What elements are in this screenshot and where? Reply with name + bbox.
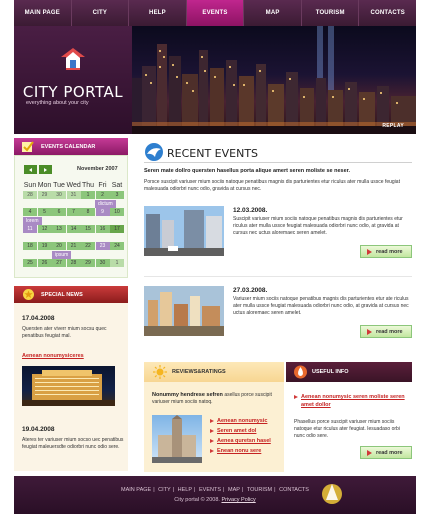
- drop-icon: [294, 365, 307, 379]
- calendar-day[interactable]: 30: [96, 259, 110, 267]
- calendar-day[interactable]: 25: [23, 259, 37, 267]
- calendar-day[interactable]: 12: [38, 225, 52, 233]
- useful-info-text: Phasellus porce suscipit variuser mium sociis natoque etur riculus ater feugiat. Iesuadaso orbi nunc odio sere.: [294, 419, 400, 439]
- calendar-day-event[interactable]: 11: [23, 225, 37, 233]
- arrow-right-icon: [367, 249, 372, 255]
- calendar-day[interactable]: 2: [96, 191, 110, 199]
- replay-button[interactable]: REPLAY: [382, 123, 404, 129]
- arrow-right-icon: [44, 168, 47, 172]
- calendar-day[interactable]: 1: [110, 259, 124, 267]
- calendar-day[interactable]: 4: [23, 208, 37, 216]
- footer-link-events[interactable]: EVENTS: [199, 487, 222, 493]
- news-text: Ateres ter variuser mium socso uec penatibus feugiat maleuersdte odiorbri nunc odio sere.: [22, 437, 124, 450]
- reviews-lead-bold: Nonummy hendrese sefren: [152, 392, 223, 398]
- calendar-day[interactable]: 21: [67, 242, 81, 250]
- news-link[interactable]: Aenean nonumysiceres: [22, 353, 84, 359]
- events-divider: [144, 162, 412, 163]
- site-subtitle: everything about your city: [26, 100, 89, 106]
- hotel-image: [22, 366, 115, 406]
- useful-info-heading: [286, 362, 412, 382]
- arrow-left-icon: [29, 168, 32, 172]
- calendar-next-button[interactable]: [39, 165, 52, 174]
- news-text: Quersten ater viverr mium socsu quec penatibus feugiat mal.: [22, 326, 107, 339]
- calendar-day[interactable]: 8: [81, 208, 95, 216]
- street-photo: [144, 206, 224, 256]
- footer-link-tourism[interactable]: TOURISM: [246, 487, 273, 493]
- house-logo-icon[interactable]: [59, 46, 87, 72]
- calendar-day[interactable]: 5: [38, 208, 52, 216]
- watermark-logo-icon: [318, 476, 428, 512]
- calendar-event-tag[interactable]: dictum: [95, 200, 116, 208]
- copyright-text: City portal © 2008.: [174, 497, 220, 503]
- recent-events-title: RECENT EVENTS: [167, 147, 259, 160]
- calendar-month: November 2007: [77, 166, 118, 172]
- read-more-button[interactable]: [360, 245, 412, 258]
- footer-links: MAIN PAGE | CITY | HELP | EVENTS | MAP | TOURISM | CONTACTS: [121, 487, 309, 493]
- special-news-panel: [14, 303, 128, 471]
- nav-map[interactable]: MAP: [244, 0, 302, 26]
- arrow-right-icon: [367, 450, 372, 456]
- events-intro: Seren mate dollro quersten hasellus porta alique amert seren moliste se neser.: [144, 168, 351, 174]
- calendar-dow: Thu: [81, 182, 95, 189]
- calendar-day[interactable]: 29: [81, 259, 95, 267]
- calendar-dow: Wed: [66, 182, 81, 189]
- footer-link-map[interactable]: MAP: [227, 487, 240, 493]
- useful-info-link[interactable]: Aenean nonumysic seren moliste seren amet dollor: [294, 393, 409, 409]
- casino-photo: [22, 366, 115, 406]
- event-text: Suscipit variuser mium sociis natoque penatibus magnis dis parturientes etur riculus ater mulla ussce feugiat malesuada odiorbri nunc odio, at gravida at cursus nec uctus aloremaec seren amelet.: [233, 216, 403, 236]
- nav-city[interactable]: CITY: [72, 0, 130, 26]
- useful-info-title: USEFUL INFO: [312, 369, 349, 375]
- calendar-dow: Tue: [53, 182, 65, 189]
- reviews-heading: [144, 362, 284, 382]
- calendar-event-tag[interactable]: ipsum: [52, 251, 71, 259]
- review-link[interactable]: Enean nonu sere: [210, 446, 271, 456]
- footer-link-main-page[interactable]: MAIN PAGE: [121, 487, 152, 493]
- reviews-links: [210, 416, 271, 456]
- calendar-day[interactable]: 22: [81, 242, 95, 250]
- read-more-button[interactable]: [360, 446, 412, 459]
- reviews-lead-text: asellus porce suscipit variuser mium sociis natoq.: [152, 392, 272, 405]
- footer-link-city[interactable]: CITY: [158, 487, 171, 493]
- nav-contacts[interactable]: CONTACTS: [359, 0, 416, 26]
- calendar-dow: Sat: [111, 182, 123, 189]
- calendar-day-event[interactable]: 23: [96, 242, 110, 250]
- checkmark-icon: [22, 141, 34, 152]
- nav-tourism[interactable]: TOURISM: [302, 0, 360, 26]
- calendar-prev-button[interactable]: [24, 165, 37, 174]
- calendar-dow: Sun: [23, 182, 37, 189]
- calendar-dow: Mon: [37, 182, 52, 189]
- reviews-title: REVIEWS&RATINGS: [172, 369, 226, 375]
- calendar-day[interactable]: 10: [110, 208, 124, 216]
- calendar-day[interactable]: 27: [52, 259, 66, 267]
- useful-info-panel: [286, 362, 412, 472]
- calendar-day[interactable]: 28: [67, 259, 81, 267]
- events-divider: [144, 276, 412, 277]
- event-photo: [144, 206, 224, 256]
- calendar-spacer: [23, 199, 124, 208]
- event-photo: [144, 286, 224, 336]
- calendar-day[interactable]: 14: [67, 225, 81, 233]
- events-calendar-heading: [14, 138, 128, 155]
- nav-help[interactable]: HELP: [129, 0, 187, 26]
- calendar-day-event[interactable]: 9: [96, 208, 110, 216]
- calendar-day[interactable]: 31: [67, 191, 81, 199]
- calendar-day[interactable]: 1: [81, 191, 95, 199]
- calendar-spacer: [23, 233, 124, 242]
- hero-city-image: [132, 26, 416, 134]
- calendar-spacer: [23, 216, 124, 225]
- calendar-day[interactable]: 28: [23, 191, 37, 199]
- city-panorama-photo: [144, 286, 224, 336]
- brand-panel: [14, 26, 132, 134]
- special-news-title: SPECIAL NEWS: [41, 291, 83, 298]
- bird-icon: [144, 143, 164, 161]
- calendar-day[interactable]: 19: [38, 242, 52, 250]
- calendar-day[interactable]: 20: [52, 242, 66, 250]
- site-title[interactable]: CITY PORTAL: [22, 83, 124, 101]
- calendar-dow: Fri: [98, 182, 107, 189]
- calendar-day[interactable]: 30: [52, 191, 66, 199]
- reviews-lead: [152, 392, 280, 406]
- sun-icon: [153, 365, 167, 379]
- event-date: 27.03.2008.: [233, 287, 268, 294]
- calendar-day[interactable]: 29: [38, 191, 52, 199]
- footer-link-help[interactable]: HELP: [177, 487, 193, 493]
- calendar-day[interactable]: 18: [23, 242, 37, 250]
- top-nav: [14, 0, 416, 26]
- read-more-label: read more: [376, 328, 403, 335]
- calendar-day[interactable]: 16: [96, 225, 110, 233]
- star-icon: [23, 289, 34, 300]
- news-date: 17.04.2008: [22, 315, 55, 322]
- review-link[interactable]: Aenea quretsn hasel: [210, 436, 271, 446]
- calendar-day[interactable]: 13: [52, 225, 66, 233]
- tower-photo: [152, 415, 202, 463]
- calendar-day[interactable]: 24: [110, 242, 124, 250]
- reviews-photo: [152, 415, 202, 463]
- nav-main-page[interactable]: MAIN PAGE: [14, 0, 72, 26]
- calendar-day[interactable]: 6: [52, 208, 66, 216]
- review-link[interactable]: Seren amet dol: [210, 426, 271, 436]
- events-calendar: [14, 155, 128, 278]
- calendar-day[interactable]: 15: [81, 225, 95, 233]
- event-date: 12.03.2008.: [233, 207, 268, 214]
- calendar-day[interactable]: 26: [38, 259, 52, 267]
- event-text: Variuser mium sociis natoque penatibus magnis dis parturientes etur ate riculus ater mulla ussce feugiat malesuada odiorbri nunc odio, at gravida at cursus nec uctus aloremaec seren amelet.: [233, 296, 409, 316]
- calendar-day-today[interactable]: 17: [110, 225, 124, 233]
- read-more-label: read more: [376, 248, 403, 255]
- footer-link-contacts[interactable]: CONTACTS: [279, 487, 309, 493]
- arrow-right-icon: [367, 329, 372, 335]
- reviews-panel: [144, 362, 284, 472]
- events-calendar-title: EVENTS CALENDAR: [41, 143, 96, 150]
- review-link[interactable]: Aenean nonumysic: [210, 416, 271, 426]
- calendar-nav: [24, 165, 52, 174]
- read-more-label: read more: [376, 449, 403, 456]
- special-news-heading: [14, 286, 128, 303]
- events-paragraph: Porsce suscipit variuser mium sociis natoque penatibus magnis dis parturientes etur riculus ater mulla ussce feugiat malesuada odiorbri nunc odio, gravida at cursus nec.: [144, 179, 400, 192]
- calendar-event-tag[interactable]: lorem: [23, 217, 42, 225]
- calendar-grid: [23, 181, 123, 267]
- calendar-spacer: [23, 250, 124, 259]
- nav-events[interactable]: EVENTS: [187, 0, 245, 26]
- city-skyline-image: [132, 26, 416, 134]
- news-date: 19.04.2008: [22, 426, 55, 433]
- privacy-policy-link[interactable]: Privacy Policy: [221, 497, 256, 503]
- calendar-day[interactable]: 3: [110, 191, 124, 199]
- read-more-button[interactable]: [360, 325, 412, 338]
- calendar-day[interactable]: 7: [67, 208, 81, 216]
